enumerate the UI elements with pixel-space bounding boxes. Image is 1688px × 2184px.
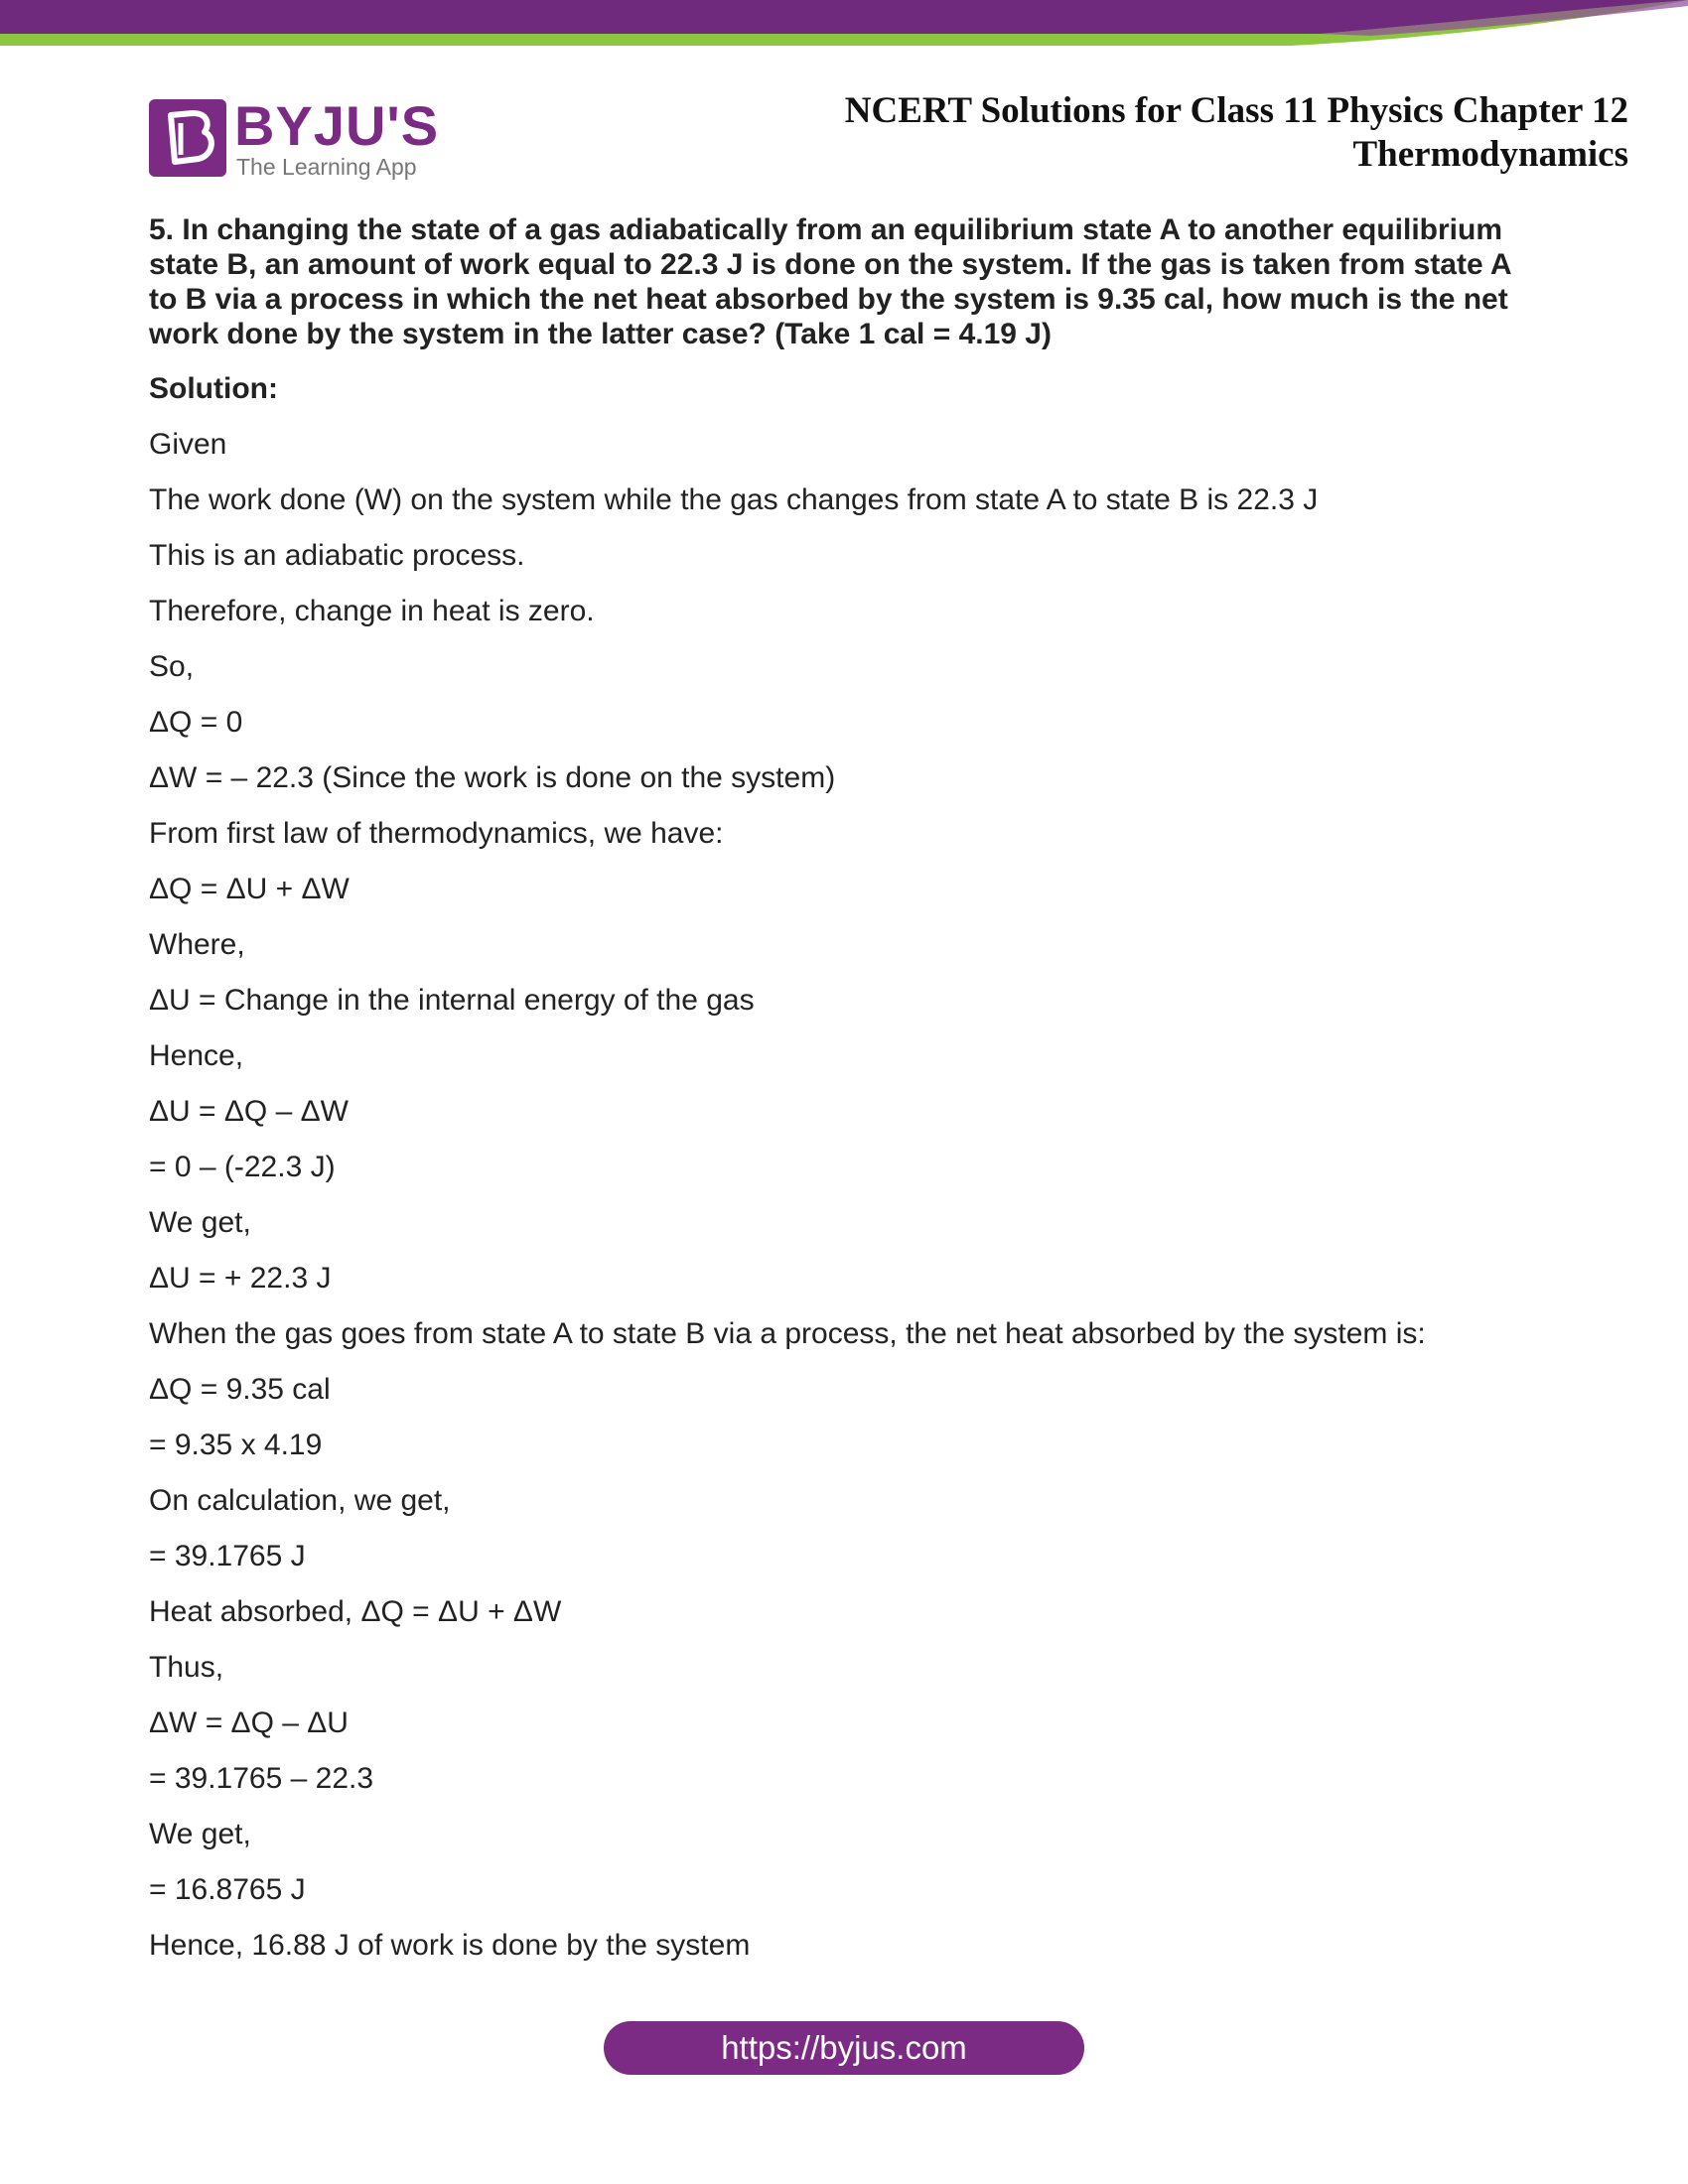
title-line-2: Thermodynamics: [1352, 134, 1628, 175]
solution-line: Hence,: [149, 1039, 244, 1072]
solution-line: ΔU = ΔQ – ΔW: [149, 1095, 349, 1128]
solution-line: = 39.1765 J: [149, 1540, 306, 1572]
title-line-1: NCERT Solutions for Class 11 Physics Chapter 12: [844, 90, 1628, 131]
solution-line: We get,: [149, 1206, 251, 1239]
solution-line: ΔQ = 9.35 cal: [149, 1373, 331, 1406]
header-band: [0, 0, 1688, 60]
solution-line: The work done (W) on the system while the gas changes from state A to state B is 22.3 J: [149, 483, 1319, 516]
logo-b-icon: [149, 99, 226, 177]
solution-line: ΔQ = ΔU + ΔW: [149, 873, 350, 905]
main-content: [149, 212, 1539, 1981]
solution-line: = 39.1765 – 22.3: [149, 1762, 374, 1795]
question-text: 5. In changing the state of a gas adiabatically from an equilibrium state A to another equilibrium state B, an amount of work equal to 22.3 J is done on the system. If the gas is taken from state A to B via a process in which the net heat absorbed by the system is 9.35 cal, how much is the net work done by the system in the latter case? (Take 1 cal = 4.19 J): [149, 213, 1511, 350]
footer-website-link[interactable]: https://byjus.com: [604, 2021, 1084, 2075]
solution-line: So,: [149, 650, 195, 683]
solution-line: = 9.35 x 4.19: [149, 1429, 323, 1461]
solution-line: Hence, 16.88 J of work is done by the system: [149, 1929, 751, 1962]
brand-name: BYJU'S: [234, 94, 440, 157]
solution-line: ΔU = Change in the internal energy of the gas: [149, 984, 755, 1017]
solution-line: On calculation, we get,: [149, 1484, 451, 1517]
solution-line: ΔW = ΔQ – ΔU: [149, 1706, 349, 1739]
solution-line: Thus,: [149, 1651, 224, 1684]
solution-line: Given: [149, 428, 227, 461]
solution-line: ΔW = – 22.3 (Since the work is done on the system): [149, 761, 836, 794]
solution-line: This is an adiabatic process.: [149, 539, 525, 572]
solution-line: Therefore, change in heat is zero.: [149, 595, 595, 627]
solution-line: When the gas goes from state A to state B via a process, the net heat absorbed by the system is:: [149, 1317, 1426, 1350]
solution-line: From first law of thermodynamics, we have:: [149, 817, 724, 850]
solution-line: = 0 – (-22.3 J): [149, 1151, 336, 1183]
document-title: [735, 89, 1628, 177]
solution-line: We get,: [149, 1818, 251, 1850]
byjus-logo: [149, 94, 447, 184]
solution-line: Heat absorbed, ΔQ = ΔU + ΔW: [149, 1595, 562, 1628]
solution-line: ΔU = + 22.3 J: [149, 1262, 332, 1295]
solution-line: ΔQ = 0: [149, 706, 243, 739]
brand-tagline: The Learning App: [236, 154, 417, 180]
solution-line: Where,: [149, 928, 245, 961]
solution-heading: Solution:: [149, 372, 278, 405]
solution-line: = 16.8765 J: [149, 1873, 306, 1906]
